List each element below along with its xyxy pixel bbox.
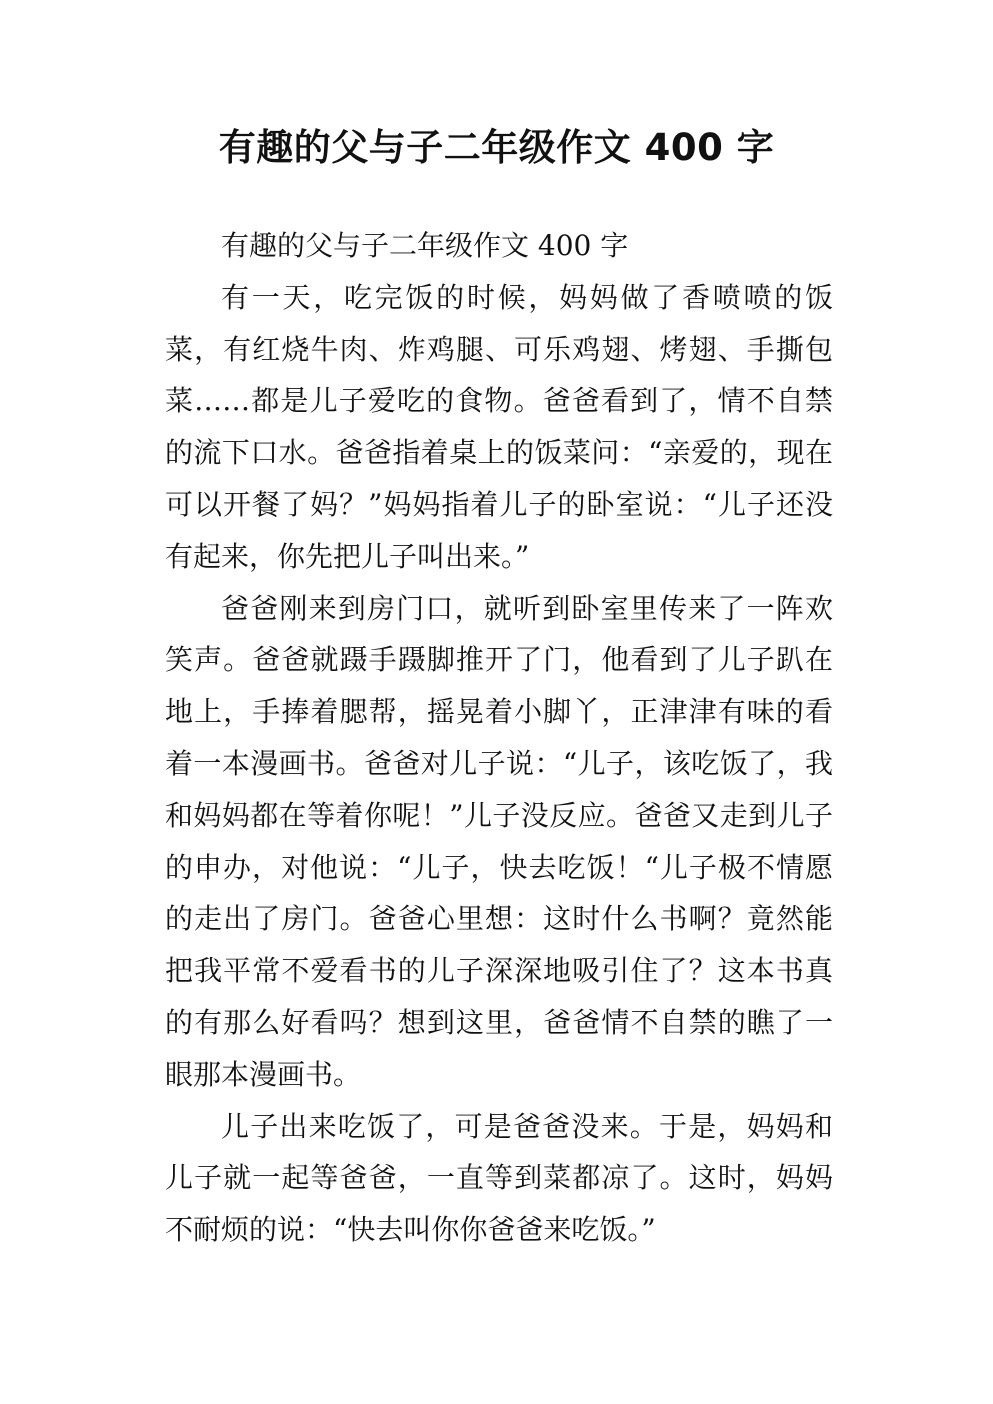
paragraph-3: 儿子出来吃饭了，可是爸爸没来。于是，妈妈和儿子就一起等爸爸，一直等到菜都凉了。这时，妈妈不耐烦的说：“快去叫你你爸爸来吃饭。”: [165, 1109, 833, 1247]
document-title: 有趣的父与子二年级作文 400 字: [218, 126, 775, 169]
paragraph-1: 有一天，吃完饭的时候，妈妈做了香喷喷的饭菜，有红烧牛肉、炸鸡腿、可乐鸡翅、烤翅、手撕包菜……都是儿子爱吃的食物。爸爸看到了，情不自禁的流下口水。爸爸指着桌上的饭菜问：“亲爱的，现在可以开餐了妈？”妈妈指着儿子的卧室说：“儿子还没有起来，你先把儿子叫出来。”: [165, 280, 833, 573]
body-heading-line: 有趣的父与子二年级作文 400 字: [221, 229, 629, 262]
document-body: [165, 220, 833, 1256]
paragraph-2: 爸爸刚来到房门口，就听到卧室里传来了一阵欢笑声。爸爸就蹑手蹑脚推开了门，他看到了儿子趴在地上，手捧着腮帮，摇晃着小脚丫，正津津有味的看着一本漫画书。爸爸对儿子说：“儿子，该吃饭了，我和妈妈都在等着你呢！”儿子没反应。爸爸又走到儿子的申办，对他说：“儿子，快去吃饭！“儿子极不情愿的走出了房门。爸爸心里想：这时什么书啊？竟然能把我平常不爱看书的儿子深深地吸引住了？这本书真的有那么好看吗？想到这里，爸爸情不自禁的瞧了一眼那本漫画书。: [165, 591, 833, 1091]
